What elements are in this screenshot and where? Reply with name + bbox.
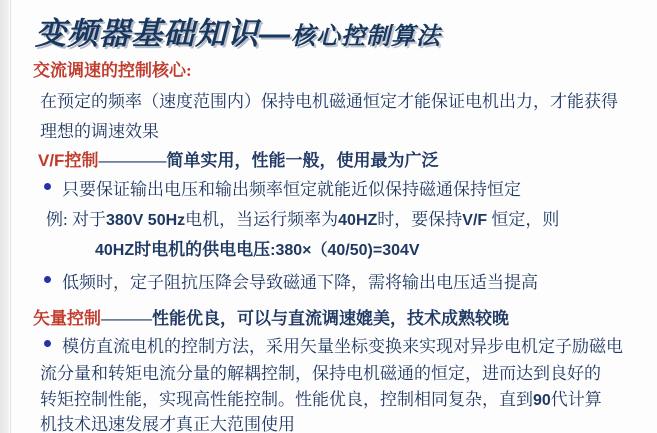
title-sub: 核心控制算法: [291, 23, 441, 50]
vf-example-line-1: [46, 205, 559, 230]
ex1-seg6: 恒定，则: [487, 210, 560, 229]
ex2-seg1: 时电机的供电电压: [134, 240, 271, 259]
title-main: 变频器基础知识—: [35, 16, 291, 51]
ex2-seg0: 40HZ: [95, 242, 135, 259]
vector-bullet-line-3: [40, 385, 602, 410]
vector-heading-label: 矢量控制: [33, 309, 101, 328]
section-heading-ac-core: 交流调速的控制核心:: [33, 61, 192, 80]
vf-heading-rest: ————简单实用，性能一般，使用最为广泛: [98, 151, 439, 170]
vf-heading: [38, 146, 438, 171]
vec3-seg1: 90: [533, 392, 551, 409]
vf-bullet-2: 低频时，定子阻抗压降会导致磁通下降，需将输出电压适当提高: [62, 273, 538, 292]
bullet-icon: [44, 340, 51, 347]
ex2-seg2: :380×（40/50)=304V: [270, 242, 420, 259]
vf-bullet-1: 只要保证输出电压和输出频率恒定就能近似保持磁通保持恒定: [62, 180, 521, 199]
bullet-icon: [44, 183, 51, 190]
ex1-seg0: 例: 对于: [46, 210, 106, 229]
page-title: [35, 8, 441, 53]
left-edge-line: [10, 0, 11, 433]
vf-heading-label: V/F控制: [38, 151, 99, 170]
ex1-seg1: 380V 50Hz: [105, 212, 186, 229]
vec3-seg2: 代计算: [550, 390, 602, 409]
ex1-seg2: 电机，当运行频率为: [185, 210, 339, 229]
body-line-2: 理想的调速效果: [40, 122, 159, 141]
ex1-seg4: 时，要保持: [377, 210, 463, 229]
vector-bullet-line-4: 机技术迅速发展才真正大范围使用: [40, 415, 295, 433]
ex1-seg5: V/F: [462, 212, 488, 229]
vec3-seg0: 转矩控制性能，实现高性能控制。性能优良，控制相同复杂，直到: [40, 390, 533, 409]
vector-heading-rest: ———性能优良，可以与直流调速媲美，技术成熟较晚: [101, 309, 509, 328]
vector-bullet-line-2: 流分量和转矩电流分量的解耦控制，保持电机磁通的恒定，进而达到良好的: [40, 364, 601, 383]
vf-example-line-2: [95, 235, 420, 260]
ex1-seg3: 40HZ: [338, 212, 378, 229]
body-line-1: 在预定的频率（速度范围内）保持电机磁通恒定才能保证电机出力，才能获得: [40, 92, 618, 111]
left-edge-strip: [0, 0, 9, 433]
bullet-icon: [44, 276, 51, 283]
vector-bullet-line-1: 模仿直流电机的控制方法，采用矢量坐标变换来实现对异步电机定子励磁电: [62, 337, 623, 356]
vector-heading: [33, 304, 509, 329]
